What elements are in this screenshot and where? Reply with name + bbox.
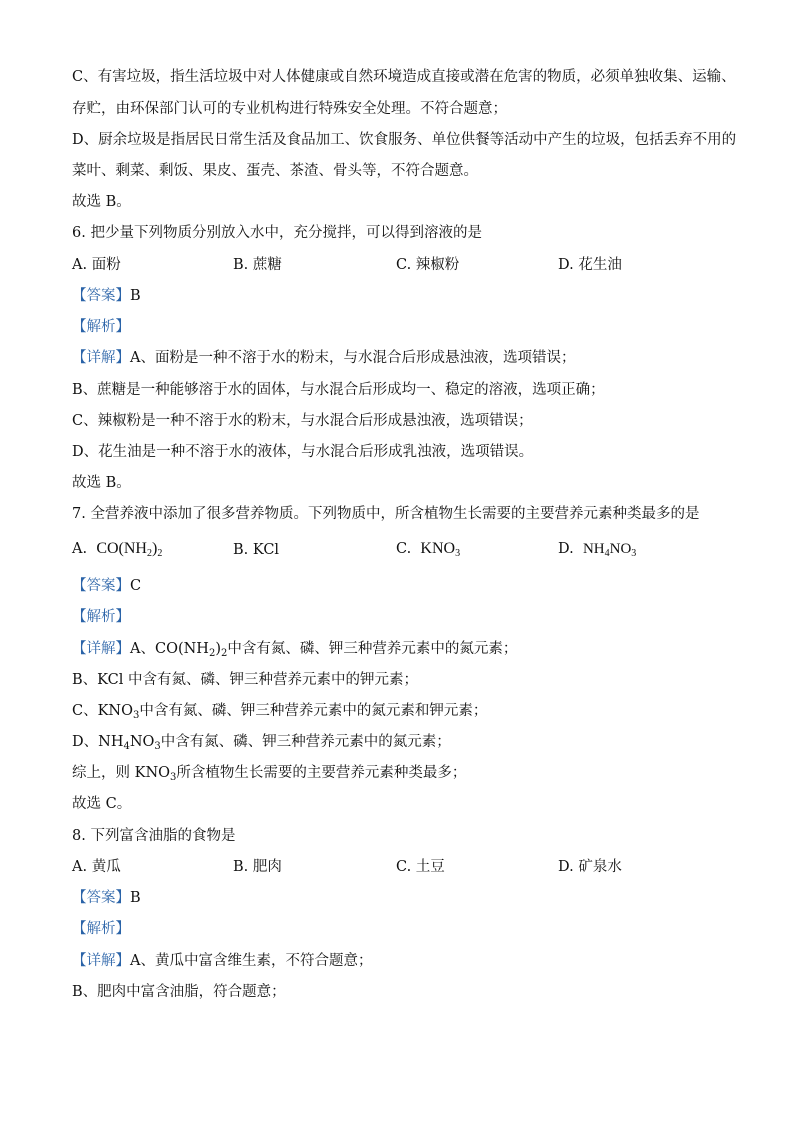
detail-tag: 【详解】 bbox=[72, 953, 130, 969]
question-stem: 7. 全营养液中添加了很多营养物质。下列物质中，所含植物生长需要的主要营养元素种类最多的是 bbox=[72, 506, 700, 522]
explanation-line: 菜叶、剩菜、剩饭、果皮、蛋壳、茶渣、骨头等，不符合题意。 bbox=[72, 163, 478, 179]
option-a: A. $CO(NH_2)_2$ bbox=[72, 540, 163, 559]
explanation-line: D、厨余垃圾是指居民日常生活及食品加工、饮食服务、单位供餐等活动中产生的垃圾，包括丢弃不用的 bbox=[72, 132, 737, 148]
analysis-tag: 【解析】 bbox=[72, 921, 130, 937]
option-d: D. 矿泉水 bbox=[558, 859, 622, 875]
detail-line: 【详解】A、面粉是一种不溶于水的粉末，与水混合后形成悬浊液，选项错误； bbox=[72, 350, 576, 366]
detail-line: C、$KNO_3$中含有氮、磷、钾三种营养元素中的氮元素和钾元素； bbox=[72, 703, 488, 721]
detail-line: D、花生油是一种不溶于水的液体，与水混合后形成乳浊液，选项错误。 bbox=[72, 444, 534, 460]
answer-line bbox=[72, 576, 141, 596]
answer-value: C bbox=[130, 578, 142, 594]
detail-line: B、肥肉中富含油脂，符合题意； bbox=[72, 984, 286, 1000]
detail-line: C、辣椒粉是一种不溶于水的粉末，与水混合后形成悬浊液，选项错误； bbox=[72, 413, 533, 429]
answer-line bbox=[72, 888, 141, 908]
formula-nh4no3: $NH_4NO_3$ bbox=[582, 541, 637, 559]
answer-value: B bbox=[130, 288, 141, 304]
summary-line: 综上，则 $KNO_3$所含植物生长需要的主要营养元素种类最多； bbox=[72, 765, 467, 783]
option-b: B. 肥肉 bbox=[233, 859, 282, 875]
answer-line bbox=[72, 286, 141, 306]
detail-line: 【详解】A、$CO(NH_2)_2$中含有氮、磷、钾三种营养元素中的氮元素； bbox=[72, 641, 518, 659]
answer-value: B bbox=[130, 890, 141, 906]
analysis-tag: 【解析】 bbox=[72, 609, 130, 625]
detail-line: 【详解】A、黄瓜中富含维生素，不符合题意； bbox=[72, 953, 373, 969]
answer-tag: 【答案】 bbox=[72, 578, 130, 594]
answer-tag: 【答案】 bbox=[72, 890, 130, 906]
option-b: B. 蔗糖 bbox=[233, 257, 282, 273]
conclusion-line: 故选 C。 bbox=[72, 796, 132, 812]
explanation-line: 存贮，由环保部门认可的专业机构进行特殊安全处理。不符合题意； bbox=[72, 101, 507, 117]
option-c: C. $KNO_3$ bbox=[396, 540, 461, 559]
conclusion-line: 故选 B。 bbox=[72, 194, 131, 210]
option-c: C. 辣椒粉 bbox=[396, 257, 460, 273]
question-stem: 6. 把少量下列物质分别放入水中，充分搅拌，可以得到溶液的是 bbox=[72, 225, 482, 241]
option-b: B. KCl bbox=[233, 542, 280, 558]
option-d: D. $NH_4NO_3$ bbox=[558, 541, 637, 559]
conclusion-line: 故选 B。 bbox=[72, 475, 131, 491]
formula-urea: $CO(NH_2)_2$ bbox=[96, 540, 163, 559]
detail-tag: 【详解】 bbox=[72, 641, 130, 657]
detail-line: D、$NH_4NO_3$中含有氮、磷、钾三种营养元素中的氮元素； bbox=[72, 734, 451, 752]
detail-line: B、KCl 中含有氮、磷、钾三种营养元素中的钾元素； bbox=[72, 672, 418, 688]
option-c: C. 土豆 bbox=[396, 859, 445, 875]
formula-kno3: $KNO_3$ bbox=[420, 540, 461, 559]
explanation-line: C、有害垃圾，指生活垃圾中对人体健康或自然环境造成直接或潜在危害的物质，必须单独收集、运输、 bbox=[72, 69, 736, 85]
analysis-tag: 【解析】 bbox=[72, 319, 130, 335]
answer-tag: 【答案】 bbox=[72, 288, 130, 304]
detail-tag: 【详解】 bbox=[72, 350, 130, 366]
option-a: A. 黄瓜 bbox=[72, 859, 121, 875]
option-a: A. 面粉 bbox=[72, 257, 121, 273]
option-d: D. 花生油 bbox=[558, 257, 622, 273]
detail-line: B、蔗糖是一种能够溶于水的固体，与水混合后形成均一、稳定的溶液，选项正确； bbox=[72, 382, 605, 398]
question-stem: 8. 下列富含油脂的食物是 bbox=[72, 828, 236, 844]
